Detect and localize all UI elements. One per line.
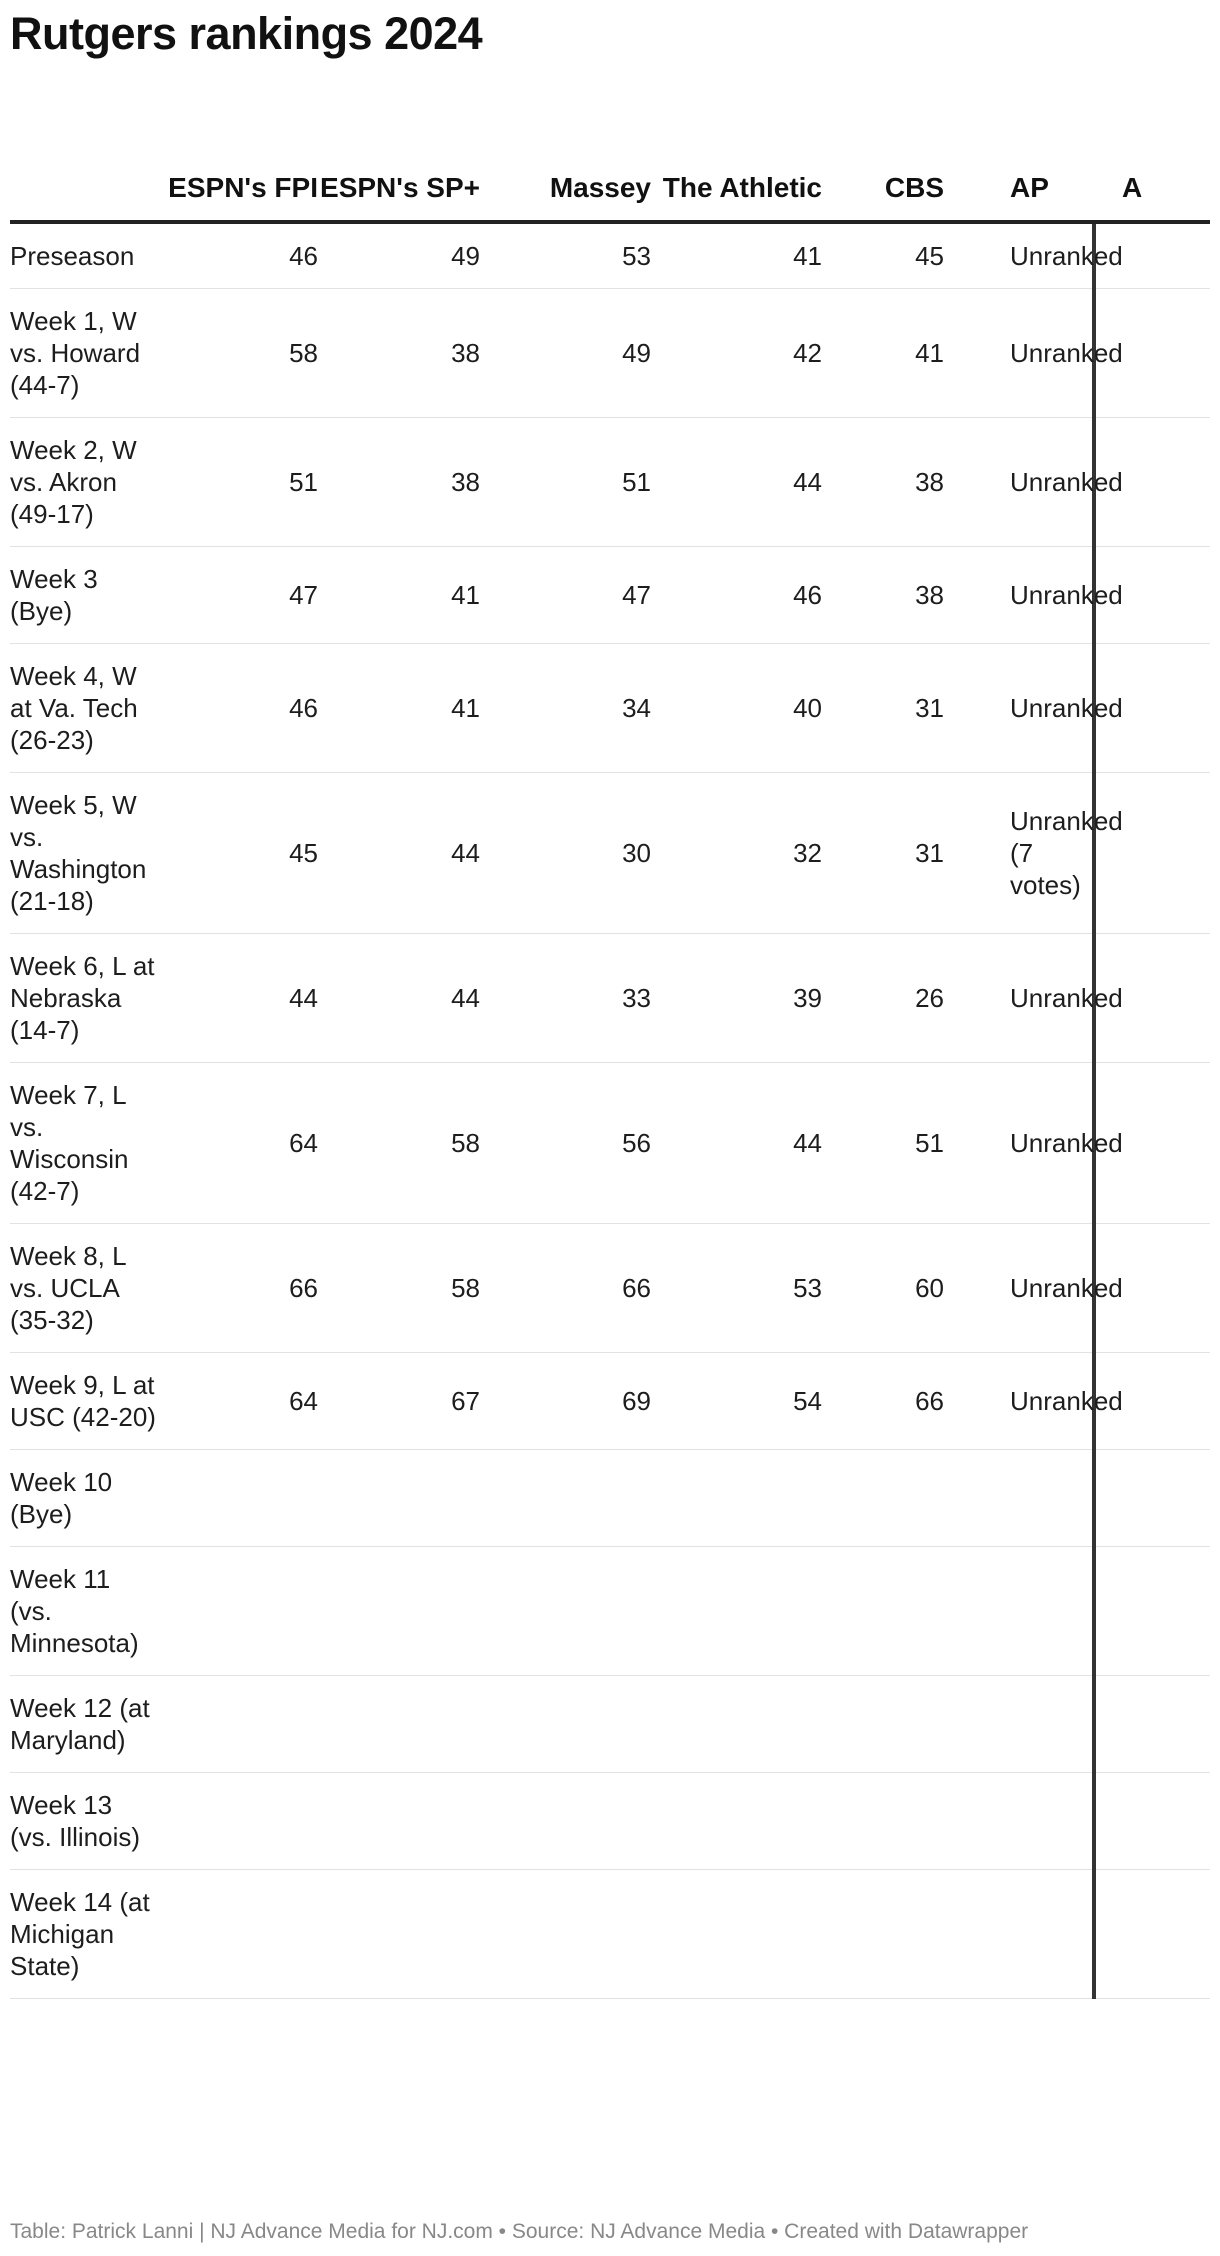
cell-espn-sp bbox=[318, 1773, 480, 1870]
cell-espn-sp: 44 bbox=[318, 934, 480, 1063]
cell-truncated-column bbox=[1094, 1676, 1210, 1773]
cell-week: Week 6, L at Nebraska (14-7) bbox=[10, 934, 164, 1063]
cell-ap: Unranked bbox=[944, 1224, 1094, 1353]
cell-week: Week 5, W vs. Washington (21-18) bbox=[10, 773, 164, 934]
header-the-athletic: The Athletic bbox=[651, 108, 822, 222]
cell-massey: 47 bbox=[480, 547, 651, 644]
table-row bbox=[10, 289, 1210, 418]
cell-espn-fpi bbox=[164, 1450, 318, 1547]
cell-espn-fpi: 47 bbox=[164, 547, 318, 644]
footer-credits: Table: Patrick Lanni | NJ Advance Media for NJ.com • Source: NJ Advance Media • Created with Datawrapper bbox=[10, 2220, 1029, 2243]
cell-massey bbox=[480, 1773, 651, 1870]
cell-espn-sp bbox=[318, 1870, 480, 1999]
cell-the-athletic: 46 bbox=[651, 547, 822, 644]
cell-espn-sp: 49 bbox=[318, 222, 480, 289]
table-row bbox=[10, 1547, 1210, 1676]
cell-the-athletic: 53 bbox=[651, 1224, 822, 1353]
cell-espn-sp bbox=[318, 1450, 480, 1547]
cell-massey: 56 bbox=[480, 1063, 651, 1224]
table-row bbox=[10, 934, 1210, 1063]
header-truncated: A bbox=[1094, 108, 1210, 222]
cell-massey: 69 bbox=[480, 1353, 651, 1450]
cell-massey: 33 bbox=[480, 934, 651, 1063]
chart-title: Rutgers rankings 2024 bbox=[10, 8, 483, 59]
cell-massey bbox=[480, 1450, 651, 1547]
table-row bbox=[10, 1353, 1210, 1450]
cell-massey: 53 bbox=[480, 222, 651, 289]
table-header bbox=[10, 108, 1210, 222]
cell-massey: 49 bbox=[480, 289, 651, 418]
cell-ap bbox=[944, 1547, 1094, 1676]
cell-ap bbox=[944, 1450, 1094, 1547]
cell-week: Week 1, W vs. Howard (44-7) bbox=[10, 289, 164, 418]
header-row bbox=[10, 108, 1210, 222]
table-row bbox=[10, 1450, 1210, 1547]
cell-the-athletic: 39 bbox=[651, 934, 822, 1063]
cell-the-athletic bbox=[651, 1450, 822, 1547]
cell-espn-fpi bbox=[164, 1676, 318, 1773]
cell-ap: Unranked bbox=[944, 644, 1094, 773]
cell-espn-fpi bbox=[164, 1773, 318, 1870]
cell-ap: Unranked bbox=[944, 547, 1094, 644]
cell-the-athletic: 32 bbox=[651, 773, 822, 934]
cell-cbs: 31 bbox=[822, 644, 944, 773]
table-row bbox=[10, 1224, 1210, 1353]
cell-week: Week 8, L vs. UCLA (35-32) bbox=[10, 1224, 164, 1353]
cell-espn-fpi bbox=[164, 1547, 318, 1676]
cell-week: Week 14 (at Michigan State) bbox=[10, 1870, 164, 1999]
cell-ap: Unranked bbox=[944, 1353, 1094, 1450]
cell-week: Week 4, W at Va. Tech (26-23) bbox=[10, 644, 164, 773]
cell-espn-fpi: 66 bbox=[164, 1224, 318, 1353]
cell-espn-fpi bbox=[164, 1870, 318, 1999]
cell-ap bbox=[944, 1870, 1094, 1999]
cell-cbs: 60 bbox=[822, 1224, 944, 1353]
cell-truncated-column bbox=[1094, 1450, 1210, 1547]
cell-week: Week 11 (vs. Minnesota) bbox=[10, 1547, 164, 1676]
cell-ap: Unranked bbox=[944, 222, 1094, 289]
cell-espn-sp bbox=[318, 1676, 480, 1773]
cell-cbs: 66 bbox=[822, 1353, 944, 1450]
cell-cbs: 38 bbox=[822, 547, 944, 644]
cell-cbs: 31 bbox=[822, 773, 944, 934]
cell-the-athletic bbox=[651, 1547, 822, 1676]
cell-the-athletic: 42 bbox=[651, 289, 822, 418]
cell-espn-sp: 38 bbox=[318, 289, 480, 418]
cell-cbs bbox=[822, 1870, 944, 1999]
cell-the-athletic: 54 bbox=[651, 1353, 822, 1450]
header-espn-sp: ESPN's SP+ bbox=[318, 108, 480, 222]
cell-ap: Unranked bbox=[944, 418, 1094, 547]
cell-week: Week 13 (vs. Illinois) bbox=[10, 1773, 164, 1870]
rankings-table-container bbox=[10, 108, 1210, 2182]
table-row bbox=[10, 1676, 1210, 1773]
cell-cbs bbox=[822, 1676, 944, 1773]
header-week bbox=[10, 108, 164, 222]
cell-ap: Unranked (7 votes) bbox=[944, 773, 1094, 934]
cell-espn-fpi: 45 bbox=[164, 773, 318, 934]
cell-cbs: 45 bbox=[822, 222, 944, 289]
cell-massey: 51 bbox=[480, 418, 651, 547]
cell-the-athletic bbox=[651, 1773, 822, 1870]
table-row bbox=[10, 1870, 1210, 1999]
header-ap: AP bbox=[944, 108, 1094, 222]
cell-espn-fpi: 64 bbox=[164, 1063, 318, 1224]
table-row bbox=[10, 418, 1210, 547]
table-row bbox=[10, 222, 1210, 289]
table-row bbox=[10, 1063, 1210, 1224]
cell-massey: 66 bbox=[480, 1224, 651, 1353]
cell-truncated-column bbox=[1094, 1547, 1210, 1676]
cell-week: Week 7, L vs. Wisconsin (42-7) bbox=[10, 1063, 164, 1224]
cell-espn-fpi: 64 bbox=[164, 1353, 318, 1450]
cell-the-athletic: 44 bbox=[651, 418, 822, 547]
header-espn-fpi: ESPN's FPI bbox=[164, 108, 318, 222]
cell-cbs: 26 bbox=[822, 934, 944, 1063]
cell-cbs: 51 bbox=[822, 1063, 944, 1224]
cell-ap: Unranked bbox=[944, 289, 1094, 418]
cell-the-athletic: 40 bbox=[651, 644, 822, 773]
cell-espn-sp: 41 bbox=[318, 547, 480, 644]
cell-the-athletic: 41 bbox=[651, 222, 822, 289]
cell-espn-fpi: 46 bbox=[164, 644, 318, 773]
table-body bbox=[10, 222, 1210, 1999]
table-row bbox=[10, 547, 1210, 644]
cell-massey bbox=[480, 1676, 651, 1773]
table-row bbox=[10, 773, 1210, 934]
cell-cbs: 41 bbox=[822, 289, 944, 418]
cell-week: Week 3 (Bye) bbox=[10, 547, 164, 644]
cell-week: Week 10 (Bye) bbox=[10, 1450, 164, 1547]
cell-massey: 30 bbox=[480, 773, 651, 934]
cell-espn-fpi: 51 bbox=[164, 418, 318, 547]
cell-massey bbox=[480, 1870, 651, 1999]
cell-cbs bbox=[822, 1450, 944, 1547]
cell-espn-fpi: 46 bbox=[164, 222, 318, 289]
cell-espn-sp: 67 bbox=[318, 1353, 480, 1450]
rankings-table bbox=[10, 108, 1210, 1999]
cell-espn-sp: 58 bbox=[318, 1063, 480, 1224]
cell-ap bbox=[944, 1773, 1094, 1870]
table-row bbox=[10, 1773, 1210, 1870]
cell-ap bbox=[944, 1676, 1094, 1773]
cell-ap: Unranked bbox=[944, 1063, 1094, 1224]
cell-week: Week 2, W vs. Akron (49-17) bbox=[10, 418, 164, 547]
cell-week: Preseason bbox=[10, 222, 164, 289]
table-row bbox=[10, 644, 1210, 773]
cell-cbs bbox=[822, 1547, 944, 1676]
cell-espn-sp: 38 bbox=[318, 418, 480, 547]
cell-espn-sp: 44 bbox=[318, 773, 480, 934]
cell-espn-sp: 58 bbox=[318, 1224, 480, 1353]
cell-week: Week 9, L at USC (42-20) bbox=[10, 1353, 164, 1450]
cell-week: Week 12 (at Maryland) bbox=[10, 1676, 164, 1773]
header-massey: Massey bbox=[480, 108, 651, 222]
cell-cbs bbox=[822, 1773, 944, 1870]
cell-truncated-column bbox=[1094, 773, 1210, 934]
cell-espn-fpi: 44 bbox=[164, 934, 318, 1063]
cell-cbs: 38 bbox=[822, 418, 944, 547]
cell-massey: 34 bbox=[480, 644, 651, 773]
cell-the-athletic bbox=[651, 1870, 822, 1999]
cell-the-athletic bbox=[651, 1676, 822, 1773]
cell-espn-sp: 41 bbox=[318, 644, 480, 773]
cell-ap: Unranked bbox=[944, 934, 1094, 1063]
cell-massey bbox=[480, 1547, 651, 1676]
header-cbs: CBS bbox=[822, 108, 944, 222]
cell-truncated-column bbox=[1094, 1773, 1210, 1870]
cell-espn-fpi: 58 bbox=[164, 289, 318, 418]
cell-the-athletic: 44 bbox=[651, 1063, 822, 1224]
cell-espn-sp bbox=[318, 1547, 480, 1676]
cell-truncated-column bbox=[1094, 1870, 1210, 1999]
